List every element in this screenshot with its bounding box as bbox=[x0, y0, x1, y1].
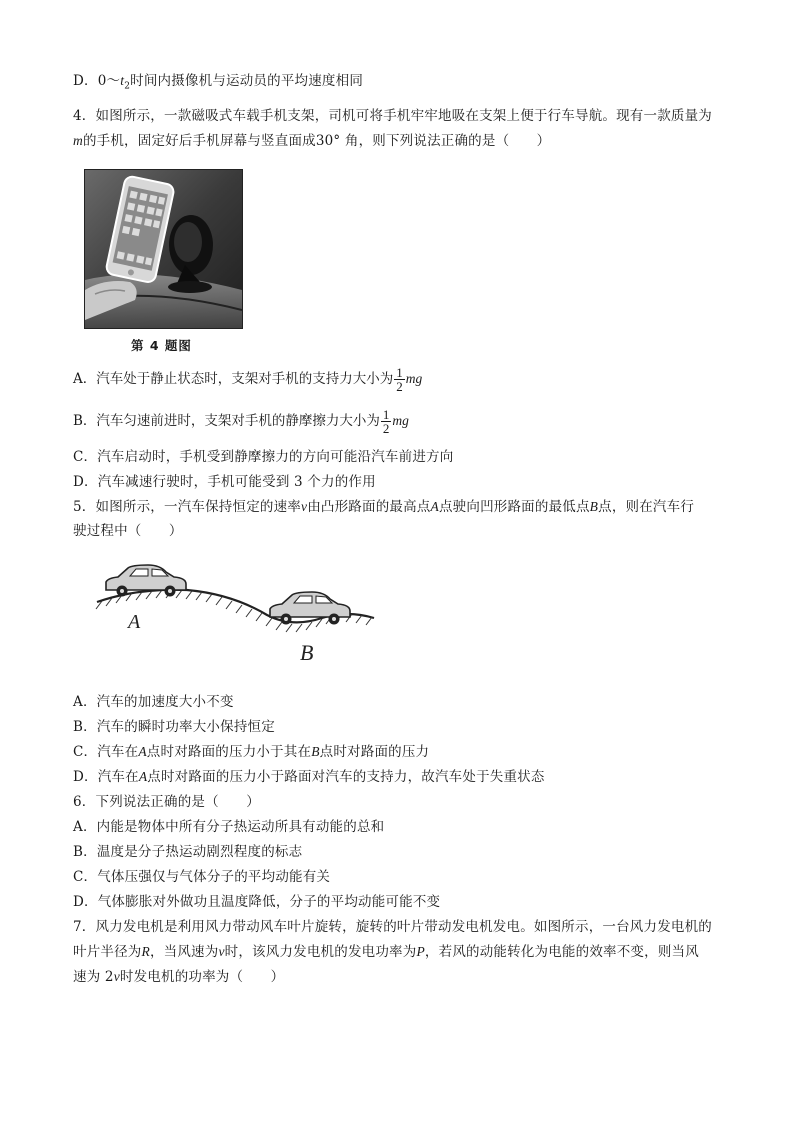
road-illustration bbox=[92, 560, 382, 670]
q4-option-b bbox=[73, 408, 409, 435]
denominator: 2 bbox=[396, 379, 403, 394]
q5-option-b: B．汽车的瞬时功率大小保持恒定 bbox=[73, 719, 275, 735]
q6-option-b: B．温度是分子热运动剧烈程度的标志 bbox=[73, 844, 303, 860]
q4-option-c: C．汽车启动时，手机受到静摩擦力的方向可能沿汽车前进方向 bbox=[73, 449, 454, 465]
q6-stem: 6．下列说法正确的是（ ） bbox=[73, 794, 260, 810]
mg-term: mg bbox=[392, 413, 409, 428]
point-a-var: A bbox=[138, 769, 148, 784]
option-text: C．汽车在 bbox=[73, 744, 139, 760]
radius-var: R bbox=[141, 944, 150, 959]
q5-option-a: A．汽车的加速度大小不变 bbox=[73, 694, 234, 710]
label-b: B bbox=[300, 640, 314, 665]
mass-var: m bbox=[73, 133, 83, 148]
q4-stem-line1: 4．如图所示，一款磁吸式车载手机支架，司机可将手机牢牢地吸在支架上便于行车导航。现有一款质量为 bbox=[73, 108, 712, 124]
stem-text: 5．如图所示，一汽车保持恒定的速率 bbox=[73, 499, 301, 515]
option-text: 点时对路面的压力小于其在 bbox=[146, 744, 312, 760]
stem-text: 叶片半径为 bbox=[73, 944, 142, 960]
stem-text: 时发电机的功率为（ ） bbox=[119, 969, 285, 985]
label-a: A bbox=[128, 611, 141, 633]
stem-text: 由凸形路面的最高点 bbox=[307, 499, 431, 515]
q6-option-d: D．气体膨胀对外做功且温度降低，分子的平均动能可能不变 bbox=[73, 894, 441, 910]
stem-text: 时，该风力发电机的发电功率为 bbox=[224, 944, 417, 960]
fraction-one-half bbox=[394, 366, 405, 393]
q6-option-c: C．气体压强仅与气体分子的平均动能有关 bbox=[73, 869, 331, 885]
q5-stem-line1 bbox=[73, 498, 694, 516]
stem-text: 点驶向凹形路面的最低点 bbox=[438, 499, 590, 515]
q7-stem-line1: 7．风力发电机是利用风力带动风车叶片旋转，旋转的叶片带动发电机发电。如图所示，一台风力发电机的 bbox=[73, 919, 712, 935]
car-b-icon bbox=[270, 592, 350, 625]
option-text: 时间内摄像机与运动员的平均速度相同 bbox=[130, 73, 364, 89]
fraction-one-half bbox=[381, 408, 392, 435]
q5-option-d bbox=[73, 768, 545, 786]
q4-option-d: D．汽车减速行驶时，手机可能受到 3 个力的作用 bbox=[73, 474, 376, 490]
stem-text: ，当风速为 bbox=[149, 944, 219, 960]
figure-4-caption: 第 4 题图 bbox=[131, 338, 192, 353]
range-text: 0～ bbox=[97, 73, 121, 89]
option-text: 点时对路面的压力小于路面对汽车的支持力，故汽车处于失重状态 bbox=[147, 769, 545, 785]
time-var: t bbox=[120, 73, 125, 88]
option-text: A．汽车处于静止状态时，支架对手机的支持力大小为 bbox=[73, 371, 394, 387]
mg-term: mg bbox=[405, 371, 423, 386]
numerator: 1 bbox=[382, 407, 390, 422]
stem-text: 的手机，固定好后手机屏幕与竖直面成30° 角，则下列说法正确的是（ ） bbox=[82, 133, 551, 149]
q6-option-a: A．内能是物体中所有分子热运动所具有动能的总和 bbox=[73, 819, 385, 835]
speed-var: v bbox=[113, 969, 120, 984]
q5-option-c bbox=[73, 743, 429, 761]
q3-option-d bbox=[73, 72, 363, 96]
option-text: D．汽车在 bbox=[73, 769, 139, 785]
q5-stem-line2: 驶过程中（ ） bbox=[73, 523, 183, 539]
q7-stem-line2 bbox=[73, 943, 699, 961]
denominator: 2 bbox=[382, 421, 390, 436]
stem-text: 速为 2 bbox=[73, 969, 114, 985]
phone-mount-illustration bbox=[85, 170, 242, 328]
road-figure bbox=[92, 560, 382, 670]
phone-mount-photo bbox=[84, 169, 243, 329]
power-var: P bbox=[416, 944, 425, 959]
speed-var: v bbox=[218, 944, 225, 959]
time-subscript: 2 bbox=[124, 81, 131, 92]
option-text: 点时对路面的压力 bbox=[319, 744, 430, 760]
stem-text: 点，则在汽车行 bbox=[598, 499, 695, 515]
point-b-var: B bbox=[311, 744, 320, 759]
q4-stem-line2 bbox=[73, 132, 550, 150]
speed-var: v bbox=[301, 499, 308, 514]
numerator: 1 bbox=[396, 365, 403, 380]
option-label: D． bbox=[73, 73, 98, 89]
q4-option-a bbox=[73, 366, 422, 393]
stem-text: ，若风的动能转化为电能的效率不变，则当风 bbox=[424, 944, 699, 960]
point-b-var: B bbox=[589, 499, 599, 514]
q7-stem-line3 bbox=[73, 968, 284, 986]
point-a-var: A bbox=[430, 499, 439, 514]
option-text: B．汽车匀速前进时，支架对手机的静摩擦力大小为 bbox=[73, 413, 380, 429]
point-a-var: A bbox=[138, 744, 147, 759]
